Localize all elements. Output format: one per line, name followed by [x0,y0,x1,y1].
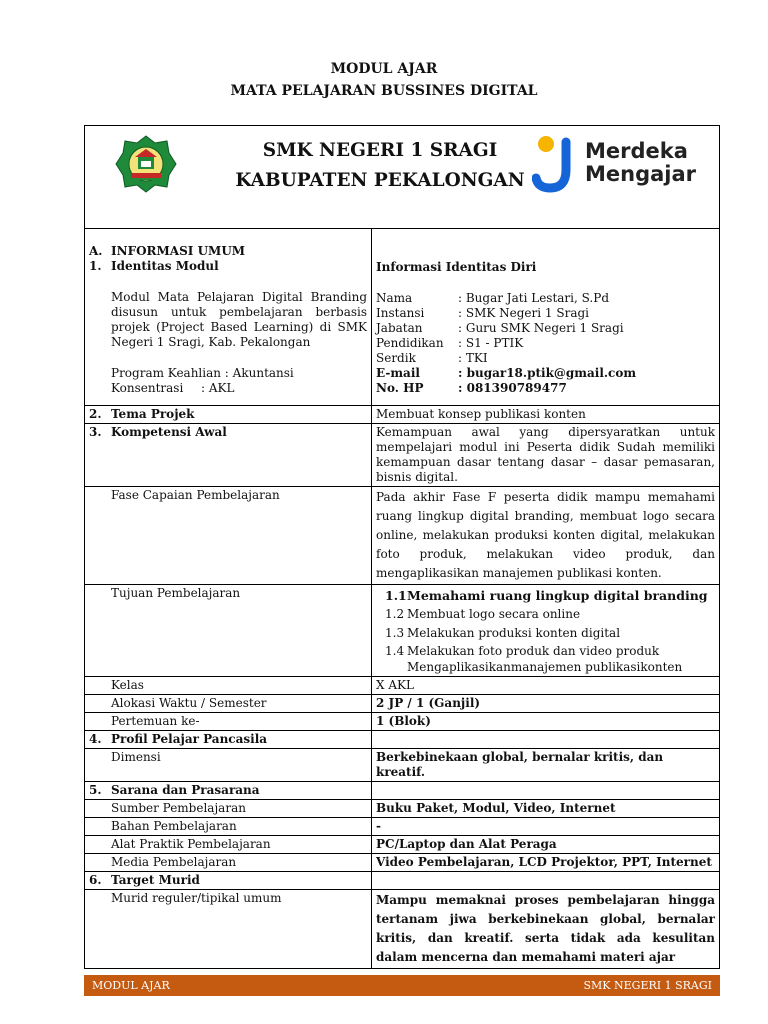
target-row: 6. Target Murid [85,872,720,890]
profil-row: 4. Profil Pelajar Pancasila [85,731,720,749]
module-description: Modul Mata Pelajaran Digital Branding disusun untuk pembelajaran berbasis projek (Project Based Learning) di SMK Negeri 1 Sragi, Kab. Pekalongan [111,290,367,349]
module-table [84,125,720,969]
sumber-row: Sumber Pembelajaran Buku Paket, Modul, Video, Internet [85,800,720,818]
identity-nama: Nama : Bugar Jati Lestari, S.Pd [376,291,610,305]
tujuan-item: 1.4 Melakukan foto produk dan video produk [385,644,660,658]
media-row: Media Pembelajaran Video Pembelajaran, LCD Projektor, PPT, Internet [85,854,720,872]
footer-left: MODUL AJAR [92,979,170,992]
identity-email: E-mail : bugar18.ptik@gmail.com [376,366,637,380]
murid-row: Murid reguler/tipikal umum Mampu memaknai proses pembelajaran hingga tertanam jiwa berkebinekaan global, bernalar kritis, dan kreatif. serta tidak ada kesulitan dalam mencerna dan memahami materi ajar [85,890,720,969]
sarana-row: 5. Sarana dan Prasarana [85,782,720,800]
kelas-row: Kelas X AKL [85,677,720,695]
school-banner [85,126,720,229]
program-keahlian-value: Akuntansi [232,366,294,380]
school-name: SMK NEGERI 1 SRAGI KABUPATEN PEKALONGAN [235,140,525,191]
footer-right: SMK NEGERI 1 SRAGI [583,979,712,992]
dimensi-row: Dimensi Berkebinekaan global, bernalar kritis, dan kreatif. [85,749,720,782]
school-seal-icon [115,135,177,193]
merdeka-mengajar-logo-text: Merdeka Mengajar [585,139,697,186]
alokasi-row: Alokasi Waktu / Semester 2 JP / 1 (Ganjil) [85,695,720,713]
merdeka-mengajar-logo-icon [532,134,584,194]
tujuan-row: Tujuan Pembelajaran 1.1 Memahami ruang lingkup digital branding 1.2 Membuat logo secara online 1.3 Melakukan produksi konten digital 1.4 Melakukan foto produk dan video produk Mengaplikasikanmanajemen publikasikonten [85,585,720,677]
tujuan-item: 1.3 Melakukan produksi konten digital [385,626,621,640]
tujuan-item: 1.1 Memahami ruang lingkup digital branding [385,588,708,603]
identity-list [376,291,715,396]
bahan-row: Bahan Pembelajaran - [85,818,720,836]
konsentrasi-value: : AKL [201,381,235,395]
kompetensi-row: 3. Kompetensi Awal Kemampuan awal yang dipersyaratkan untuk mempelajari modul ini Peserta didik Sudah memiliki kemampuan dasar tentang dasar – dasar pemasaran, bisnis digital. [85,424,720,487]
section-title: INFORMASI UMUM [111,244,246,258]
identity-jabatan: Jabatan : Guru SMK Negeri 1 Sragi [376,321,624,335]
identity-serdik: Serdik : TKI [376,351,488,365]
tema-row: 2. Tema Projek Membuat konsep publikasi konten [85,406,720,424]
tujuan-item: 1.2 Membuat logo secara online [385,607,581,621]
fase-row: Fase Capaian Pembelajaran Pada akhir Fase F peserta didik mampu memahami ruang lingkup digital branding, membuat logo secara online, melakukan produksi konten digital, melakukan foto produk, melakukan video produk, dan mengaplikasikan manajemen publikasi konten. [85,487,720,585]
page-footer [84,975,720,996]
identity-instansi: Instansi : SMK Negeri 1 Sragi [376,306,589,320]
document-title: MODUL AJAR [330,61,438,77]
identity-hp: No. HP : 081390789477 [376,381,567,395]
tujuan-last-line: Mengaplikasikanmanajemen publikasikonten [407,660,683,674]
identitas-modul-label: Identitas Modul [111,259,219,273]
document-subtitle: MATA PELAJARAN BUSSINES DIGITAL [230,83,538,99]
alat-row: Alat Praktik Pembelajaran PC/Laptop dan Alat Peraga [85,836,720,854]
pertemuan-row: Pertemuan ke- 1 (Blok) [85,713,720,731]
identitas-row: A. INFORMASI UMUM 1. Identitas Modul Modul Mata Pelajaran Digital Branding disusun untuk pembelajaran berbasis projek (Project Based Learning) di SMK Negeri 1 Sragi, Kab. Pekalongan Program Keahlian : Akuntansi Konsentrasi : AKL Informasi Identitas Diri Nama : Bugar Jati Lestari, S.Pd Instansi : SMK Negeri 1 Sragi Jabatan : Guru SMK Negeri 1 Sragi Pendidikan : S1 - PTIK Serdik : TKI E-mail : bugar18.ptik@gmail.com No. HP : 081390789477 [85,229,720,406]
identity-pendidikan: Pendidikan : S1 - PTIK [376,336,524,350]
identitas-diri-title: Informasi Identitas Diri [376,260,537,274]
